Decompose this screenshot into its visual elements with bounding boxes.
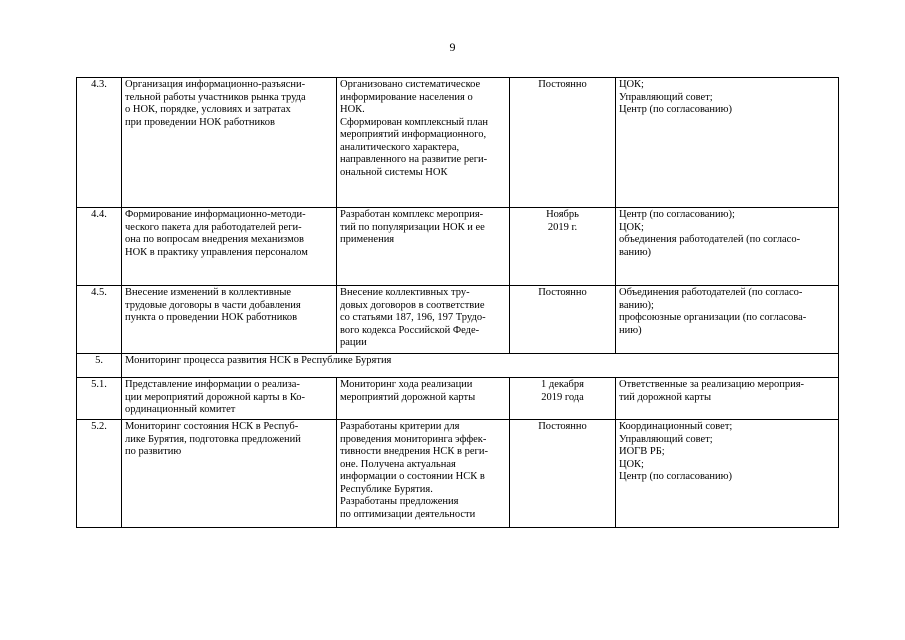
responsible-cell-line: Ответственные за реализацию мероприя-: [619, 379, 805, 390]
event-cell-line: Формирование информационно-методи-: [125, 209, 306, 220]
table-row: [77, 208, 839, 286]
result-cell-line: проведения мониторинга эффек-: [340, 433, 487, 445]
event-cell-line: о НОК, порядке, условиях и затратах: [125, 104, 291, 115]
term-cell: [510, 420, 616, 528]
event-cell-line: трудовые договоры в части добавления: [125, 299, 301, 311]
result-cell-line: Разработаны критерии для: [340, 421, 460, 432]
row-number: 4.5.: [77, 286, 122, 354]
event-cell-line: Внесение изменений в коллективные: [125, 287, 292, 298]
event-cell: [122, 378, 337, 420]
table-row: [77, 420, 839, 528]
result-cell-line: применения: [340, 234, 395, 245]
row-number: 5.1.: [77, 378, 122, 420]
result-cell-line: по оптимизации деятельности: [340, 508, 476, 520]
responsible-cell-line: ЦОК;: [619, 458, 644, 470]
result-cell-line: со статьями 187, 196, 197 Трудо-: [340, 312, 486, 323]
responsible-cell: [616, 378, 839, 420]
responsible-cell-line: Управляющий совет;: [619, 433, 713, 445]
section-row: [77, 354, 839, 378]
term-cell-line: 2019 года: [541, 391, 584, 403]
table-row: [77, 78, 839, 208]
result-cell-line: рации: [340, 337, 367, 348]
event-cell-line: она по вопросам внедрения механизмов: [125, 234, 304, 245]
result-cell-line: НОК.: [340, 104, 365, 115]
result-cell-line: направленного на развитие реги-: [340, 154, 488, 165]
term-cell-line: Постоянно: [538, 79, 587, 90]
section-title: Мониторинг процесса развития НСК в Республике Бурятия: [122, 354, 839, 378]
result-cell: [337, 286, 510, 354]
result-cell: [337, 78, 510, 208]
term-cell: [510, 78, 616, 208]
event-cell-line: Организация информационно-разъясни-: [125, 79, 306, 90]
responsible-cell-line: тий дорожной карты: [619, 391, 712, 403]
term-cell-line: 1 декабря: [541, 379, 584, 390]
result-cell-line: Сформирован комплексный план: [340, 116, 488, 128]
result-cell-line: информирование населения о: [340, 91, 473, 103]
result-cell-line: ональной системы НОК: [340, 166, 448, 178]
event-cell-line: ции мероприятий дорожной карты в Ко-: [125, 391, 306, 403]
result-cell-line: вого кодекса Российской Феде-: [340, 324, 480, 336]
result-cell: [337, 378, 510, 420]
responsible-cell-line: ЦОК;: [619, 221, 644, 233]
responsible-cell-line: ЦОК;: [619, 79, 644, 90]
event-cell-line: Мониторинг состояния НСК в Респуб-: [125, 421, 299, 432]
responsible-cell-line: ванию): [619, 246, 652, 258]
event-cell-line: лике Бурятия, подготовка предложений: [125, 433, 301, 445]
term-cell-line: Ноябрь: [546, 209, 579, 220]
term-cell: [510, 378, 616, 420]
result-cell-line: Республике Бурятия.: [340, 483, 433, 495]
section-number: 5.: [77, 354, 122, 378]
responsible-cell-line: ванию);: [619, 299, 654, 311]
row-number: 4.4.: [77, 208, 122, 286]
term-cell-line: 2019 г.: [547, 221, 578, 233]
term-cell: [510, 208, 616, 286]
responsible-cell: [616, 420, 839, 528]
term-cell-line: Постоянно: [538, 287, 587, 298]
row-number: 5.2.: [77, 420, 122, 528]
responsible-cell: [616, 208, 839, 286]
result-cell-line: оне. Получена актуальная: [340, 458, 456, 470]
event-cell: [122, 78, 337, 208]
event-cell-line: тельной работы участников рынка труда: [125, 91, 306, 103]
result-cell-line: Организовано систематическое: [340, 79, 481, 90]
result-cell-line: аналитического характера,: [340, 141, 460, 153]
result-cell-line: информации о состоянии НСК в: [340, 471, 485, 482]
responsible-cell-line: Центр (по согласованию);: [619, 209, 735, 220]
event-cell-line: при проведении НОК работников: [125, 116, 275, 128]
roadmap-table: [76, 77, 839, 528]
result-cell-line: Разработаны предложения: [340, 496, 459, 507]
page-number: 9: [449, 40, 456, 54]
responsible-cell-line: Центр (по согласованию): [619, 471, 732, 482]
result-cell-line: Разработан комплекс мероприя-: [340, 209, 484, 220]
result-cell-line: Внесение коллективных тру-: [340, 287, 470, 298]
event-cell-line: пункта о проведении НОК работников: [125, 312, 298, 323]
result-cell: [337, 420, 510, 528]
table-row: [77, 378, 839, 420]
responsible-cell-line: объединения работодателей (по согласо-: [619, 234, 801, 245]
responsible-cell: [616, 286, 839, 354]
result-cell-line: мероприятий информационного,: [340, 129, 487, 140]
result-cell-line: тивности внедрения НСК в реги-: [340, 446, 488, 457]
event-cell-line: НОК в практику управления персоналом: [125, 246, 308, 258]
responsible-cell-line: Координационный совет;: [619, 421, 733, 432]
result-cell: [337, 208, 510, 286]
event-cell-line: ординационный комитет: [125, 404, 236, 415]
table-row: [77, 286, 839, 354]
result-cell-line: Мониторинг хода реализации: [340, 379, 473, 390]
event-cell: [122, 208, 337, 286]
event-cell-line: по развитию: [125, 446, 182, 457]
responsible-cell: [616, 78, 839, 208]
result-cell-line: тий по популяризации НОК и ее: [340, 221, 485, 233]
term-cell: [510, 286, 616, 354]
event-cell: [122, 420, 337, 528]
responsible-cell-line: Объединения работодателей (по согласо-: [619, 287, 803, 298]
responsible-cell-line: Управляющий совет;: [619, 91, 713, 103]
term-cell-line: Постоянно: [538, 421, 587, 432]
responsible-cell-line: ИОГВ РБ;: [619, 446, 665, 457]
event-cell-line: Представление информации о реализа-: [125, 379, 300, 390]
responsible-cell-line: нию): [619, 324, 642, 336]
event-cell: [122, 286, 337, 354]
responsible-cell-line: Центр (по согласованию): [619, 104, 732, 115]
result-cell-line: мероприятий дорожной карты: [340, 391, 476, 403]
event-cell-line: ческого пакета для работодателей реги-: [125, 221, 302, 233]
result-cell-line: довых договоров в соответствие: [340, 299, 485, 311]
responsible-cell-line: профсоюзные организации (по согласова-: [619, 312, 807, 323]
row-number: 4.3.: [77, 78, 122, 208]
